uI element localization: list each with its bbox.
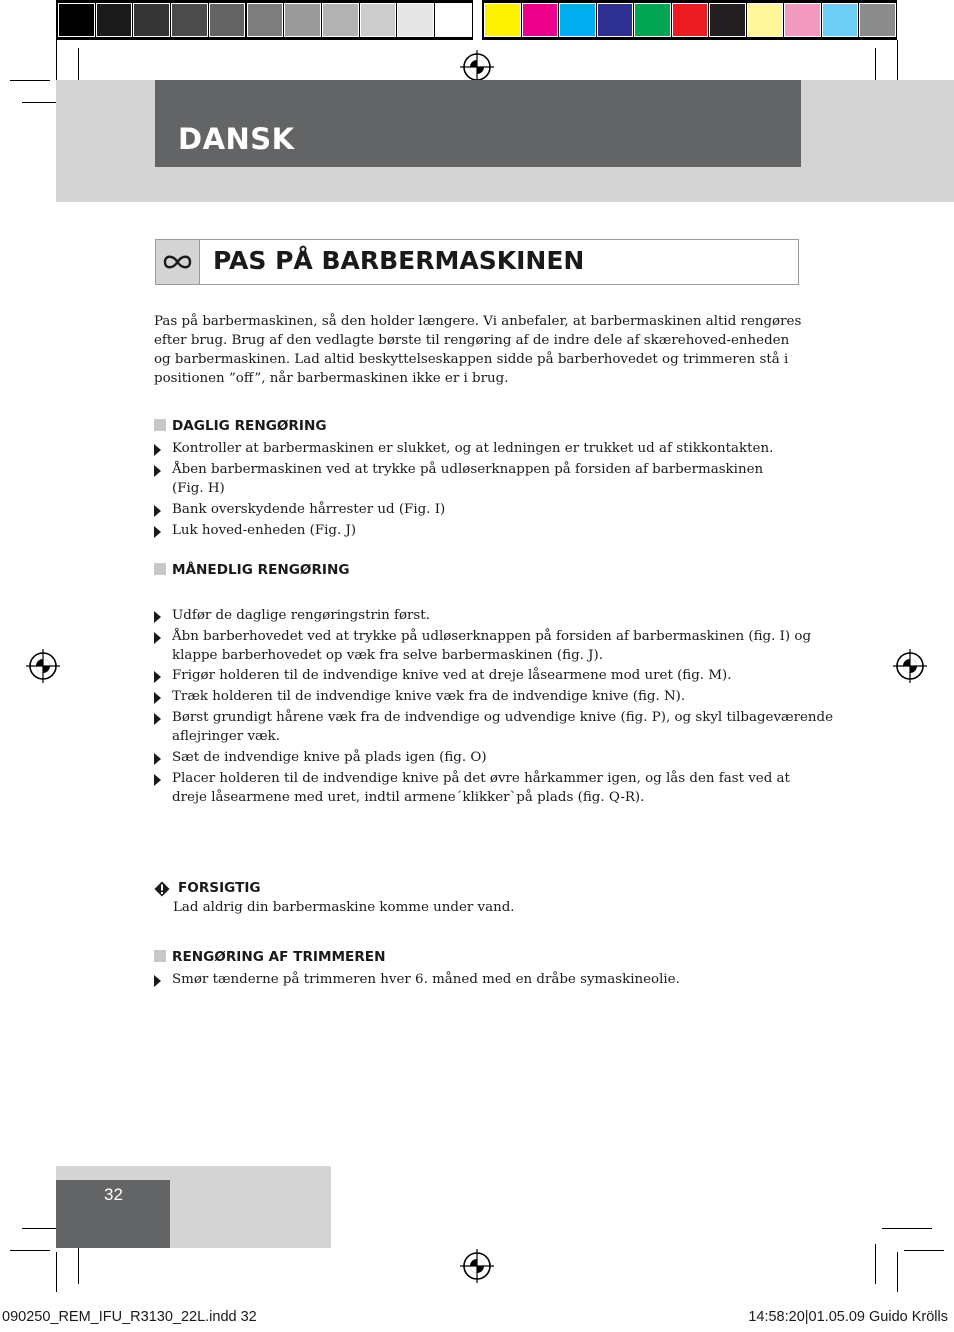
square-bullet-icon <box>154 563 166 575</box>
triangle-bullet-icon <box>154 632 161 644</box>
gray-swatch <box>58 3 95 37</box>
color-swatch <box>484 3 521 37</box>
square-bullet-icon <box>154 419 166 431</box>
registration-mark-icon <box>460 1249 494 1283</box>
daily-heading <box>154 418 326 434</box>
color-swatch <box>672 3 709 37</box>
trimmer-heading-text: RENGØRING AF TRIMMEREN <box>172 949 386 965</box>
triangle-bullet-icon <box>154 465 161 477</box>
intro-line: Pas på barbermaskinen, så den holder længere. Vi anbefaler, at barbermaskinen altid rengøres <box>154 314 802 329</box>
crop-mark <box>56 40 57 80</box>
list-item-text: (Fig. H) <box>172 481 225 496</box>
timestamp-slug: 14:58:20|01.05.09 Guido Krölls <box>748 1309 948 1325</box>
caution-text: Lad aldrig din barbermaskine komme under vand. <box>173 900 515 915</box>
color-swatch <box>709 3 746 37</box>
list-item-text: Udfør de daglige rengøringstrin først. <box>172 608 430 623</box>
section-title-box <box>155 239 799 285</box>
gray-swatch <box>360 3 397 37</box>
language-heading: DANSK <box>178 122 295 156</box>
gray-swatch <box>397 3 434 37</box>
list-item-text: Smør tænderne på trimmeren hver 6. måned med en dråbe symaskineolie. <box>172 972 680 987</box>
crop-mark <box>78 1244 79 1284</box>
registration-mark-icon <box>460 50 494 84</box>
crop-mark <box>882 1228 932 1229</box>
gray-swatch <box>435 3 472 37</box>
registration-mark-icon <box>893 649 927 683</box>
file-slug: 090250_REM_IFU_R3130_22L.indd 32 <box>2 1309 257 1325</box>
section-title: PAS PÅ BARBERMASKINEN <box>213 246 585 275</box>
color-swatch <box>747 3 784 37</box>
gray-swatch <box>284 3 321 37</box>
intro-paragraph <box>154 312 802 388</box>
list-item-text: Træk holderen til de indvendige knive væk fra de indvendige knive (fig. N). <box>172 689 686 704</box>
triangle-bullet-icon <box>154 671 161 683</box>
list-item-text: Åbn barberhovedet ved at trykke på udløserknappen på forsiden af barbermaskinen (fig. I) og <box>172 629 812 644</box>
gray-swatch <box>209 3 246 37</box>
monthly-heading-text: MÅNEDLIG RENGØRING <box>172 562 350 578</box>
intro-line: og barbermaskinen. Lad altid beskyttelseskappen sidde på barberhovedet og trimmeren stå i <box>154 352 789 367</box>
trimmer-heading <box>154 949 385 965</box>
gray-swatch <box>96 3 133 37</box>
infinity-icon <box>156 240 199 284</box>
triangle-bullet-icon <box>154 505 161 517</box>
registration-mark-icon <box>26 649 60 683</box>
list-item-text: Kontroller at barbermaskinen er slukket, og at ledningen er trukket ud af stikkontakten. <box>172 441 774 456</box>
list-item-text: klappe barberhovedet op væk fra selve barbermaskinen (fig. J). <box>172 648 604 663</box>
gray-swatch <box>322 3 359 37</box>
crop-mark <box>56 1252 57 1292</box>
gray-swatch <box>133 3 170 37</box>
crop-mark <box>897 40 898 80</box>
list-item-text: Åben barbermaskinen ved at trykke på udløserknappen på forsiden af barbermaskinen <box>172 462 764 477</box>
list-item-text: Luk hoved-enheden (Fig. J) <box>172 523 357 538</box>
gray-swatch <box>171 3 208 37</box>
list-item-text: Placer holderen til de indvendige knive på det øvre hårkammer igen, og lås den fast ved at <box>172 771 790 786</box>
color-swatch <box>784 3 821 37</box>
crop-mark <box>10 80 50 81</box>
triangle-bullet-icon <box>154 526 161 538</box>
triangle-bullet-icon <box>154 611 161 623</box>
color-swatch <box>522 3 559 37</box>
triangle-bullet-icon <box>154 753 161 765</box>
crop-mark <box>875 1244 876 1284</box>
triangle-bullet-icon <box>154 444 161 456</box>
list-item-text: Børst grundigt hårene væk fra de indvendige og udvendige knive (fig. P), og skyl tilbageværende <box>172 710 834 725</box>
intro-line: positionen ”off”, når barbermaskinen ikke er i brug. <box>154 371 509 386</box>
triangle-bullet-icon <box>154 713 161 725</box>
color-swatch <box>822 3 859 37</box>
triangle-bullet-icon <box>154 774 161 786</box>
color-swatch <box>559 3 596 37</box>
gray-swatch <box>247 3 284 37</box>
triangle-bullet-icon <box>154 975 161 987</box>
list-item-text: Frigør holderen til de indvendige knive ved at dreje låsearmene mod uret (fig. M). <box>172 668 732 683</box>
triangle-bullet-icon <box>154 692 161 704</box>
square-bullet-icon <box>154 950 166 962</box>
list-item-text: dreje låsearmene med uret, indtil armene´klikker`på plads (fig. Q-R). <box>172 790 645 805</box>
intro-line: efter brug. Brug af den vedlagte børste til rengøring af de indre dele af skærehoved-enheden <box>154 333 790 348</box>
crop-mark <box>904 1250 944 1251</box>
caution-heading: FORSIGTIG <box>178 880 261 896</box>
color-swatch <box>859 3 896 37</box>
warning-icon <box>154 881 170 897</box>
crop-mark <box>10 1250 50 1251</box>
crop-mark <box>897 1252 898 1292</box>
list-item-text: Sæt de indvendige knive på plads igen (fig. O) <box>172 750 487 765</box>
daily-heading-text: DAGLIG RENGØRING <box>172 418 327 434</box>
color-swatch <box>634 3 671 37</box>
monthly-heading <box>154 562 350 578</box>
color-swatch <box>597 3 634 37</box>
list-item-text: Bank overskydende hårrester ud (Fig. I) <box>172 502 446 517</box>
section-icon-box <box>156 240 200 284</box>
page-number: 32 <box>104 1185 123 1204</box>
list-item-text: aflejringer væk. <box>172 729 280 744</box>
